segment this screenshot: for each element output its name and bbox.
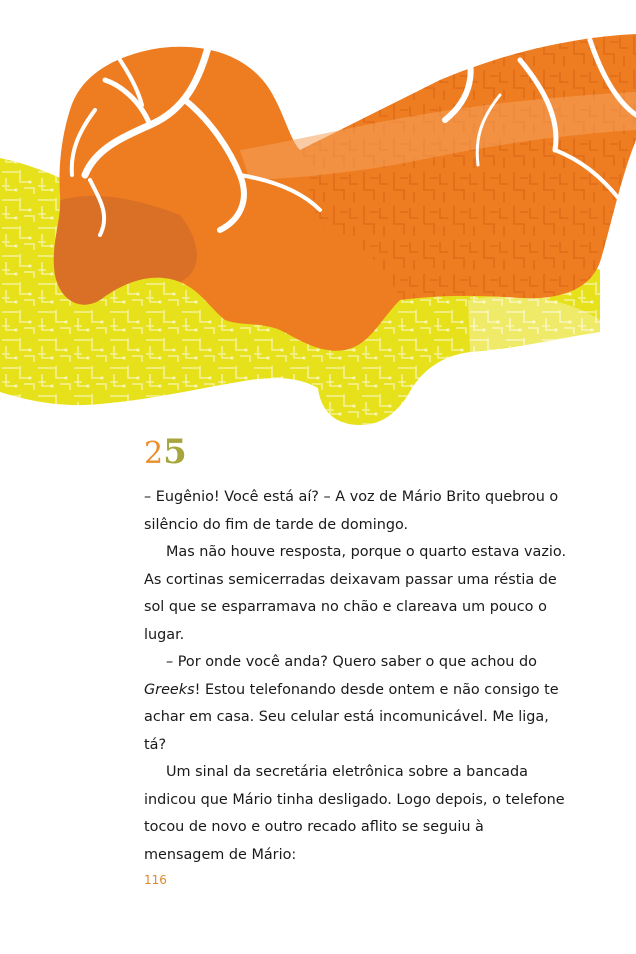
- body-text: [144, 484, 568, 869]
- text-run: – Eugênio! Você está aí? – A voz de Mário Brito quebrou o silêncio do fim de tarde de domingo.: [144, 489, 559, 533]
- chapter-number: [144, 432, 187, 472]
- text-run: Um sinal da secretária eletrônica sobre a bancada indicou que Mário tinha desligado. Logo depois, o telefone tocou de novo e outro recado aflito se seguiu à mensagem de Mário:: [144, 764, 565, 863]
- text-run: ! Estou telefonando desde ontem e não consigo te achar em casa. Seu celular está incomunicável. Me liga, tá?: [144, 681, 559, 753]
- page-number: 116: [144, 873, 167, 887]
- chapter-number-digit-first: 2: [144, 436, 164, 471]
- paragraph: [144, 484, 568, 539]
- text-run: Mas não houve resposta, porque o quarto estava vazio. As cortinas semicerradas deixavam passar uma réstia de sol que se esparramava no chão e clareava um pouco o lugar.: [144, 544, 567, 643]
- chapter-number-digit-second: 5: [163, 432, 187, 472]
- paragraph: [144, 649, 568, 759]
- book-title-italic: Greeks: [144, 681, 195, 698]
- paragraph: [144, 539, 568, 649]
- text-run: – Por onde você anda? Quero saber o que achou do: [166, 654, 537, 670]
- paragraph: [144, 759, 568, 869]
- chapter-illustration: [0, 0, 636, 440]
